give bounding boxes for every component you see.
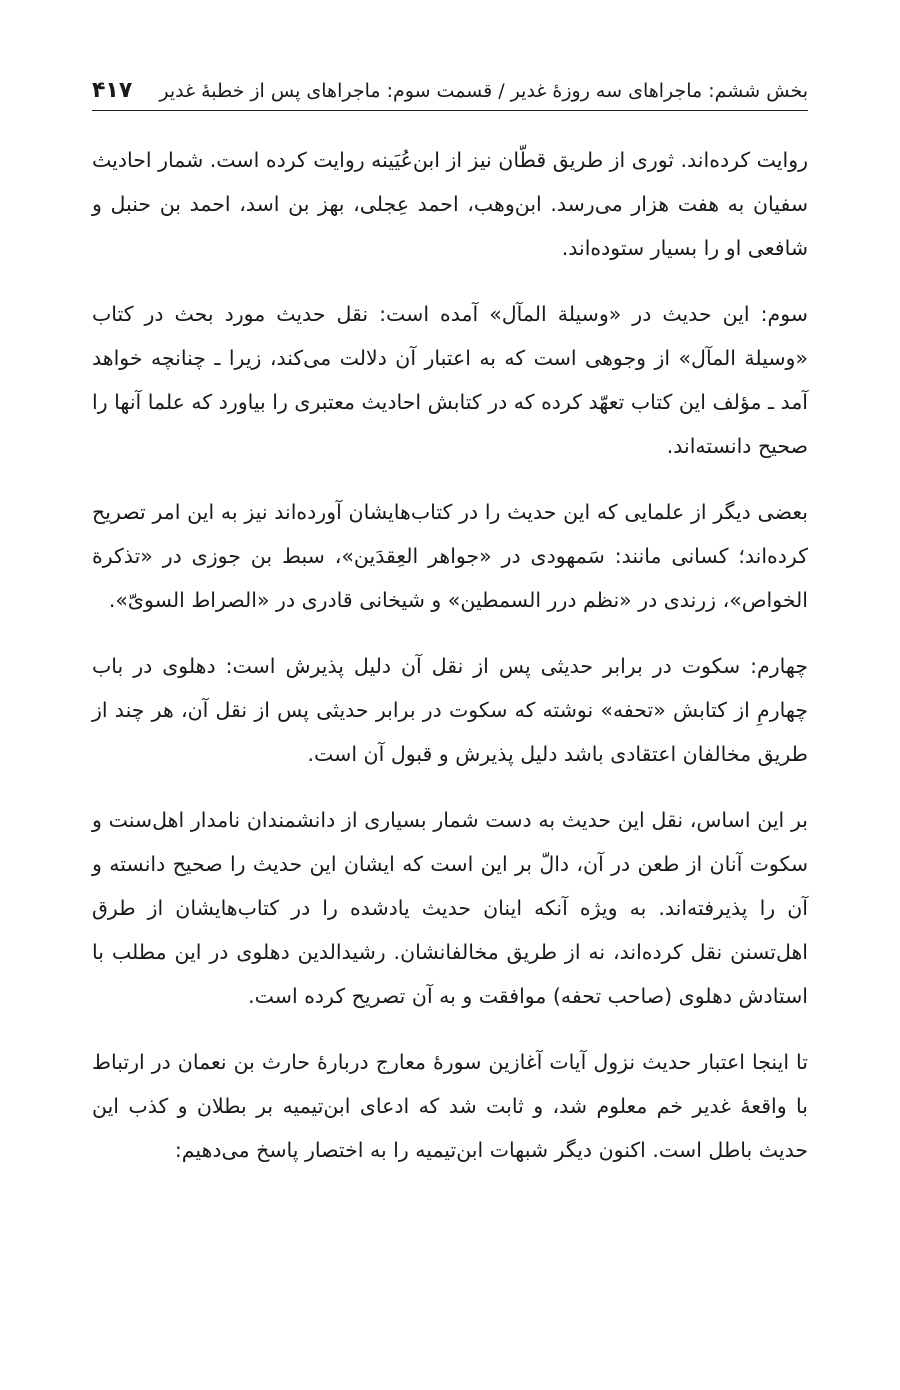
paragraph-conclusion: تا اینجا اعتبار حدیث نزول آیات آغازین سورهٔ معارج دربارهٔ حارث بن نعمان در ارتباط با واقعهٔ غدیر خم معلوم شد، و ثابت شد که ادعای ابن‌تیمیه بر بطلان و کذب این حدیث باطل است. اکنون دیگر شبهات ابن‌تیمیه را به اختصار پاسخ می‌دهیم: — [92, 1050, 808, 1162]
body-text — [92, 138, 808, 1194]
paragraph-third-point: سوم: این حدیث در «وسیلة المآل» آمده است: نقل حدیث مورد بحث در کتاب «وسیلة المآل» از وجوهی است که به اعتبار آن دلالت می‌کند، زیرا ـ چنانچه خواهد آمد ـ مؤلف این کتاب تعهّد کرده که در کتابش احادیث معتبری را بیاورد که علما آنها را صحیح دانسته‌اند. — [92, 302, 808, 458]
paragraph-fourth-point: چهارم: سکوت در برابر حدیثی پس از نقل آن دلیل پذیرش است: دهلوی در باب چهارمِ از کتابش «تحفه» نوشته که سکوت در برابر حدیثی پس از نقل آن، هر چند از طریق مخالفان اعتقادی باشد دلیل پذیرش و قبول آن است. — [92, 654, 808, 766]
paragraph-basis: بر این اساس، نقل این حدیث به دست شمار بسیاری از دانشمندان نامدار اهل‌سنت و سکوت آنان از طعن در آن، دالّ بر این است که ایشان این حدیث را صحیح دانسته و آن را پذیرفته‌اند. به ویژه آنکه اینان حدیث یادشده را در کتاب‌هایشان از طرق اهل‌تسنن نقل کرده‌اند، نه از طریق مخالفانشان. رشیدالدین دهلوی در این مطلب با استادش دهلوی (صاحب تحفه) موافقت و به آن تصریح کرده است. — [92, 808, 808, 1008]
running-header — [92, 72, 808, 111]
chapter-title: بخش ششم: ماجراهای سه روزهٔ غدیر / قسمت سوم: ماجراهای پس از خطبهٔ غدیر — [159, 79, 808, 102]
paragraph-other-scholars: بعضی دیگر از علمایی که این حدیث را در کتاب‌هایشان آورده‌اند نیز به این امر تصریح کرده‌اند؛ کسانی مانند: سَمهودی در «جواهر العِقدَین»، سبط بن جوزی در «تذکرة الخواص»، زرندی در «نظم درر السمطین» و شیخانی قادری در «الصراط السویّ». — [92, 500, 808, 612]
page-number: ۴۱۷ — [92, 78, 133, 103]
paragraph-narration: روایت کرده‌اند. ثوری از طریق قطّان نیز از ابن‌عُیَینه روایت کرده است. شمار احادیث سفیان به هفت هزار می‌رسد. ابن‌وهب، احمد عِجلی، بهز بن اسد، احمد بن حنبل و شافعی او را بسیار ستوده‌اند. — [92, 148, 808, 260]
